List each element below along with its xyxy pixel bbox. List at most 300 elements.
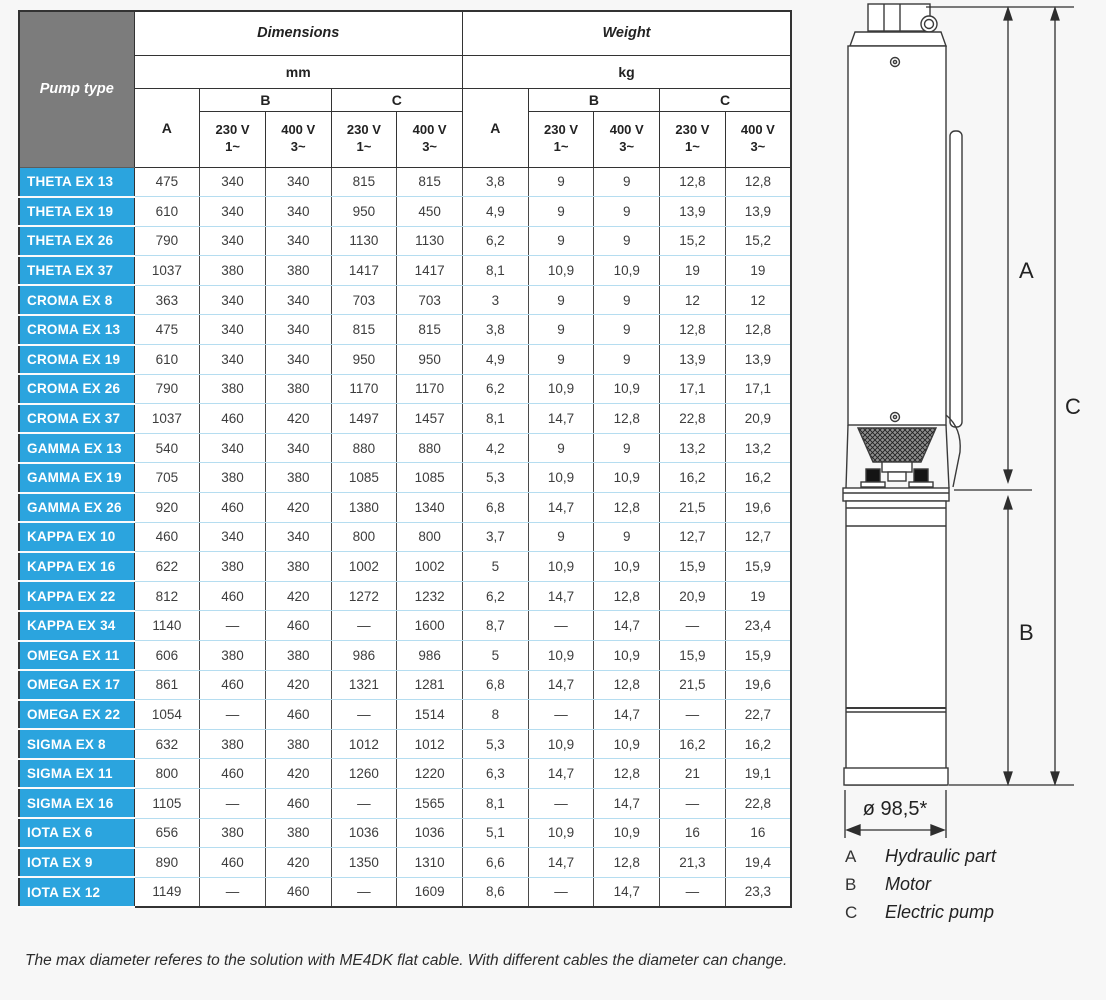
value-cell: 13,9 bbox=[725, 345, 791, 375]
weight-a-col-header: A bbox=[463, 88, 529, 167]
dim-label-c: C bbox=[1065, 394, 1081, 419]
weight-section-header: Weight bbox=[463, 11, 791, 55]
value-cell: — bbox=[200, 611, 266, 641]
value-cell: 340 bbox=[200, 315, 266, 345]
value-cell: 460 bbox=[265, 611, 331, 641]
table-row bbox=[19, 522, 791, 552]
value-cell: 380 bbox=[200, 463, 266, 493]
value-cell: 10,9 bbox=[528, 729, 594, 759]
value-cell: — bbox=[331, 700, 397, 730]
value-cell: 12 bbox=[725, 285, 791, 315]
value-cell: 340 bbox=[265, 167, 331, 197]
value-cell: 12,8 bbox=[660, 167, 726, 197]
value-cell: 19,6 bbox=[725, 493, 791, 523]
pump-type-cell: SIGMA EX 8 bbox=[19, 729, 134, 759]
table-header bbox=[19, 11, 791, 167]
value-cell: 1417 bbox=[331, 256, 397, 286]
pump-type-cell: GAMMA EX 26 bbox=[19, 493, 134, 523]
value-cell: 12,7 bbox=[660, 522, 726, 552]
table-row bbox=[19, 700, 791, 730]
value-cell: 10,9 bbox=[594, 256, 660, 286]
dim-b-col-header: B bbox=[200, 88, 331, 111]
value-cell: 460 bbox=[200, 404, 266, 434]
value-cell: 9 bbox=[528, 522, 594, 552]
value-cell: 14,7 bbox=[528, 581, 594, 611]
value-cell: — bbox=[200, 877, 266, 907]
dim-c-col-header: C bbox=[331, 88, 462, 111]
value-cell: 380 bbox=[200, 552, 266, 582]
value-cell: 17,1 bbox=[725, 374, 791, 404]
value-cell: 1609 bbox=[397, 877, 463, 907]
value-cell: 656 bbox=[134, 818, 200, 848]
pump-drawing bbox=[820, 0, 1106, 945]
value-cell: 340 bbox=[200, 433, 266, 463]
hydraulic-body bbox=[848, 46, 946, 425]
value-cell: — bbox=[528, 788, 594, 818]
value-cell: 380 bbox=[200, 818, 266, 848]
value-cell: — bbox=[331, 877, 397, 907]
weight-c-230v-header: 230 V 1~ bbox=[660, 111, 726, 167]
value-cell: 4,9 bbox=[463, 345, 529, 375]
value-cell: 815 bbox=[397, 315, 463, 345]
value-cell: 340 bbox=[265, 522, 331, 552]
value-cell: 340 bbox=[200, 226, 266, 256]
table-row bbox=[19, 493, 791, 523]
value-cell: 460 bbox=[265, 700, 331, 730]
weight-c-col-header: C bbox=[660, 88, 791, 111]
value-cell: 460 bbox=[134, 522, 200, 552]
value-cell: 460 bbox=[200, 759, 266, 789]
value-cell: 12,8 bbox=[594, 581, 660, 611]
value-cell: 475 bbox=[134, 315, 200, 345]
value-cell: — bbox=[660, 700, 726, 730]
value-cell: 1036 bbox=[331, 818, 397, 848]
value-cell: 790 bbox=[134, 226, 200, 256]
table-row bbox=[19, 729, 791, 759]
pump-type-cell: KAPPA EX 10 bbox=[19, 522, 134, 552]
value-cell: 1457 bbox=[397, 404, 463, 434]
value-cell: 16,2 bbox=[660, 729, 726, 759]
value-cell: 6,2 bbox=[463, 581, 529, 611]
value-cell: 3,8 bbox=[463, 167, 529, 197]
legend-desc-c: Electric pump bbox=[885, 902, 995, 922]
table-row bbox=[19, 167, 791, 197]
value-cell: 13,2 bbox=[660, 433, 726, 463]
value-cell: 1054 bbox=[134, 700, 200, 730]
table-row bbox=[19, 463, 791, 493]
value-cell: 16 bbox=[660, 818, 726, 848]
value-cell: 19 bbox=[725, 581, 791, 611]
legend-item-hydraulic bbox=[845, 846, 996, 867]
pump-type-cell: CROMA EX 13 bbox=[19, 315, 134, 345]
pump-type-cell: OMEGA EX 22 bbox=[19, 700, 134, 730]
value-cell: 380 bbox=[265, 463, 331, 493]
value-cell: 606 bbox=[134, 641, 200, 671]
value-cell: 22,7 bbox=[725, 700, 791, 730]
value-cell: 1002 bbox=[331, 552, 397, 582]
value-cell: 21 bbox=[660, 759, 726, 789]
pump-type-cell: CROMA EX 19 bbox=[19, 345, 134, 375]
pump-type-cell: THETA EX 37 bbox=[19, 256, 134, 286]
value-cell: 340 bbox=[200, 167, 266, 197]
value-cell: 1260 bbox=[331, 759, 397, 789]
value-cell: 1321 bbox=[331, 670, 397, 700]
value-cell: 9 bbox=[528, 167, 594, 197]
value-cell: 420 bbox=[265, 493, 331, 523]
pump-type-cell: GAMMA EX 19 bbox=[19, 463, 134, 493]
value-cell: — bbox=[331, 788, 397, 818]
table-row bbox=[19, 345, 791, 375]
value-cell: 5,3 bbox=[463, 729, 529, 759]
value-cell: 22,8 bbox=[660, 404, 726, 434]
table-row bbox=[19, 611, 791, 641]
pump-type-cell: IOTA EX 6 bbox=[19, 818, 134, 848]
value-cell: — bbox=[660, 788, 726, 818]
value-cell: 1565 bbox=[397, 788, 463, 818]
value-cell: 10,9 bbox=[594, 463, 660, 493]
value-cell: 1085 bbox=[331, 463, 397, 493]
value-cell: 450 bbox=[397, 197, 463, 227]
value-cell: 790 bbox=[134, 374, 200, 404]
value-cell: 460 bbox=[200, 670, 266, 700]
value-cell: 16,2 bbox=[725, 729, 791, 759]
value-cell: 9 bbox=[594, 315, 660, 345]
value-cell: 340 bbox=[265, 315, 331, 345]
value-cell: 1497 bbox=[331, 404, 397, 434]
value-cell: 1232 bbox=[397, 581, 463, 611]
value-cell: — bbox=[660, 611, 726, 641]
value-cell: 622 bbox=[134, 552, 200, 582]
value-cell: 815 bbox=[331, 315, 397, 345]
value-cell: 861 bbox=[134, 670, 200, 700]
value-cell: 340 bbox=[200, 197, 266, 227]
value-cell: 5,1 bbox=[463, 818, 529, 848]
unit-mm-header: mm bbox=[134, 55, 463, 88]
motor-bottom-cap bbox=[844, 768, 948, 785]
value-cell: 1170 bbox=[397, 374, 463, 404]
value-cell: 10,9 bbox=[594, 552, 660, 582]
table-row bbox=[19, 788, 791, 818]
value-cell: 12,8 bbox=[594, 848, 660, 878]
value-cell: 460 bbox=[200, 493, 266, 523]
value-cell: 800 bbox=[397, 522, 463, 552]
cable-guard bbox=[950, 131, 962, 427]
value-cell: 340 bbox=[200, 285, 266, 315]
value-cell: 6,2 bbox=[463, 374, 529, 404]
value-cell: 9 bbox=[528, 345, 594, 375]
value-cell: 14,7 bbox=[528, 670, 594, 700]
value-cell: 14,7 bbox=[528, 493, 594, 523]
value-cell: 12,8 bbox=[594, 670, 660, 700]
value-cell: 19,1 bbox=[725, 759, 791, 789]
value-cell: 420 bbox=[265, 670, 331, 700]
pump-type-cell: THETA EX 13 bbox=[19, 167, 134, 197]
footnote-text: The max diameter referes to the solution with ME4DK flat cable. With different cables the diameter can change. bbox=[25, 952, 788, 969]
value-cell: 800 bbox=[134, 759, 200, 789]
value-cell: 380 bbox=[200, 729, 266, 759]
dim-c-230v-header: 230 V 1~ bbox=[331, 111, 397, 167]
value-cell: 380 bbox=[200, 374, 266, 404]
value-cell: 12,7 bbox=[725, 522, 791, 552]
value-cell: 475 bbox=[134, 167, 200, 197]
value-cell: 986 bbox=[331, 641, 397, 671]
value-cell: 10,9 bbox=[594, 374, 660, 404]
value-cell: 1170 bbox=[331, 374, 397, 404]
value-cell: 380 bbox=[265, 552, 331, 582]
value-cell: 10,9 bbox=[528, 374, 594, 404]
value-cell: 1002 bbox=[397, 552, 463, 582]
coupling-flange bbox=[843, 488, 949, 501]
value-cell: 1417 bbox=[397, 256, 463, 286]
value-cell: 705 bbox=[134, 463, 200, 493]
value-cell: 1281 bbox=[397, 670, 463, 700]
value-cell: 380 bbox=[265, 818, 331, 848]
value-cell: 5,3 bbox=[463, 463, 529, 493]
value-cell: 6,8 bbox=[463, 670, 529, 700]
value-cell: 14,7 bbox=[528, 404, 594, 434]
value-cell: 340 bbox=[265, 433, 331, 463]
table-row bbox=[19, 285, 791, 315]
value-cell: 13,9 bbox=[725, 197, 791, 227]
value-cell: 1037 bbox=[134, 404, 200, 434]
value-cell: 950 bbox=[397, 345, 463, 375]
value-cell: 986 bbox=[397, 641, 463, 671]
value-cell: 3,8 bbox=[463, 315, 529, 345]
table-row bbox=[19, 256, 791, 286]
weight-b-400v-header: 400 V 3~ bbox=[594, 111, 660, 167]
value-cell: 12,8 bbox=[660, 315, 726, 345]
value-cell: 15,2 bbox=[725, 226, 791, 256]
value-cell: 460 bbox=[265, 877, 331, 907]
value-cell: 9 bbox=[594, 226, 660, 256]
value-cell: 10,9 bbox=[594, 818, 660, 848]
value-cell: 950 bbox=[331, 197, 397, 227]
value-cell: 9 bbox=[528, 197, 594, 227]
value-cell: — bbox=[528, 877, 594, 907]
table-row bbox=[19, 197, 791, 227]
value-cell: 812 bbox=[134, 581, 200, 611]
value-cell: 19 bbox=[660, 256, 726, 286]
value-cell: 5 bbox=[463, 641, 529, 671]
value-cell: 880 bbox=[331, 433, 397, 463]
value-cell: 9 bbox=[594, 167, 660, 197]
dim-label-a: A bbox=[1019, 258, 1034, 283]
value-cell: 815 bbox=[331, 167, 397, 197]
pump-type-cell: KAPPA EX 16 bbox=[19, 552, 134, 582]
value-cell: 20,9 bbox=[725, 404, 791, 434]
value-cell: 8,1 bbox=[463, 788, 529, 818]
value-cell: 1130 bbox=[331, 226, 397, 256]
value-cell: 420 bbox=[265, 848, 331, 878]
value-cell: 420 bbox=[265, 581, 331, 611]
value-cell: 380 bbox=[265, 729, 331, 759]
value-cell: 15,9 bbox=[725, 641, 791, 671]
value-cell: 1149 bbox=[134, 877, 200, 907]
value-cell: 22,8 bbox=[725, 788, 791, 818]
value-cell: 380 bbox=[265, 374, 331, 404]
pump-type-header: Pump type bbox=[19, 11, 134, 167]
pump-table-body bbox=[19, 167, 791, 907]
pump-type-cell: KAPPA EX 34 bbox=[19, 611, 134, 641]
value-cell: 1036 bbox=[397, 818, 463, 848]
value-cell: 815 bbox=[397, 167, 463, 197]
table-row bbox=[19, 581, 791, 611]
value-cell: 15,2 bbox=[660, 226, 726, 256]
pump-type-cell: GAMMA EX 13 bbox=[19, 433, 134, 463]
pump-type-cell: THETA EX 19 bbox=[19, 197, 134, 227]
value-cell: 9 bbox=[528, 226, 594, 256]
value-cell: 800 bbox=[331, 522, 397, 552]
value-cell: 9 bbox=[528, 433, 594, 463]
table-row bbox=[19, 818, 791, 848]
value-cell: 14,7 bbox=[594, 611, 660, 641]
value-cell: 632 bbox=[134, 729, 200, 759]
value-cell: 16,2 bbox=[725, 463, 791, 493]
value-cell: 8,1 bbox=[463, 404, 529, 434]
value-cell: 9 bbox=[594, 197, 660, 227]
value-cell: 610 bbox=[134, 345, 200, 375]
value-cell: 15,9 bbox=[660, 641, 726, 671]
value-cell: 8 bbox=[463, 700, 529, 730]
value-cell: 6,8 bbox=[463, 493, 529, 523]
value-cell: 10,9 bbox=[528, 818, 594, 848]
value-cell: 10,9 bbox=[528, 256, 594, 286]
table-row bbox=[19, 877, 791, 907]
value-cell: 21,5 bbox=[660, 670, 726, 700]
legend-item-electric-pump bbox=[845, 902, 996, 923]
dim-a-col-header: A bbox=[134, 88, 200, 167]
value-cell: 19,4 bbox=[725, 848, 791, 878]
value-cell: 363 bbox=[134, 285, 200, 315]
value-cell: — bbox=[528, 700, 594, 730]
table-row bbox=[19, 552, 791, 582]
value-cell: 380 bbox=[265, 256, 331, 286]
value-cell: 9 bbox=[594, 285, 660, 315]
value-cell: 8,1 bbox=[463, 256, 529, 286]
value-cell: 9 bbox=[594, 433, 660, 463]
table-row bbox=[19, 670, 791, 700]
table-row bbox=[19, 759, 791, 789]
dim-b-400v-header: 400 V 3~ bbox=[265, 111, 331, 167]
value-cell: 8,7 bbox=[463, 611, 529, 641]
value-cell: 340 bbox=[265, 285, 331, 315]
table-row bbox=[19, 641, 791, 671]
dimensions-section-header: Dimensions bbox=[134, 11, 463, 55]
table-row bbox=[19, 404, 791, 434]
legend-desc-a: Hydraulic part bbox=[885, 846, 997, 866]
value-cell: 13,9 bbox=[660, 197, 726, 227]
pump-spec-table bbox=[18, 10, 792, 908]
pump-type-cell: KAPPA EX 22 bbox=[19, 581, 134, 611]
value-cell: 8,6 bbox=[463, 877, 529, 907]
value-cell: 23,4 bbox=[725, 611, 791, 641]
value-cell: 460 bbox=[200, 848, 266, 878]
legend-key-b: B bbox=[845, 875, 857, 894]
value-cell: 1085 bbox=[397, 463, 463, 493]
pump-body-group bbox=[843, 4, 962, 785]
value-cell: 4,2 bbox=[463, 433, 529, 463]
value-cell: 16,2 bbox=[660, 463, 726, 493]
value-cell: 703 bbox=[331, 285, 397, 315]
table-row bbox=[19, 374, 791, 404]
value-cell: 3 bbox=[463, 285, 529, 315]
value-cell: 1380 bbox=[331, 493, 397, 523]
value-cell: 950 bbox=[331, 345, 397, 375]
value-cell: 14,7 bbox=[594, 877, 660, 907]
value-cell: 10,9 bbox=[528, 552, 594, 582]
value-cell: 1105 bbox=[134, 788, 200, 818]
value-cell: 15,9 bbox=[660, 552, 726, 582]
top-flange bbox=[850, 32, 946, 46]
value-cell: 920 bbox=[134, 493, 200, 523]
value-cell: 5 bbox=[463, 552, 529, 582]
pump-type-cell: OMEGA EX 17 bbox=[19, 670, 134, 700]
value-cell: 460 bbox=[200, 581, 266, 611]
value-cell: 14,7 bbox=[528, 759, 594, 789]
value-cell: 12,8 bbox=[594, 404, 660, 434]
value-cell: 9 bbox=[594, 345, 660, 375]
value-cell: — bbox=[331, 611, 397, 641]
value-cell: 380 bbox=[265, 641, 331, 671]
pump-type-cell: SIGMA EX 16 bbox=[19, 788, 134, 818]
value-cell: 420 bbox=[265, 759, 331, 789]
value-cell: 1514 bbox=[397, 700, 463, 730]
value-cell: 380 bbox=[200, 641, 266, 671]
diameter-label: ø 98,5* bbox=[862, 798, 928, 820]
value-cell: 19,6 bbox=[725, 670, 791, 700]
pump-type-cell: IOTA EX 9 bbox=[19, 848, 134, 878]
legend-key-a: A bbox=[845, 847, 857, 866]
value-cell: 14,7 bbox=[594, 788, 660, 818]
legend-desc-b: Motor bbox=[885, 874, 932, 894]
pump-type-cell: SIGMA EX 11 bbox=[19, 759, 134, 789]
value-cell: 540 bbox=[134, 433, 200, 463]
value-cell: 10,9 bbox=[594, 729, 660, 759]
value-cell: 9 bbox=[528, 285, 594, 315]
legend-key-c: C bbox=[845, 903, 858, 922]
value-cell: — bbox=[200, 788, 266, 818]
value-cell: 20,9 bbox=[660, 581, 726, 611]
value-cell: 23,3 bbox=[725, 877, 791, 907]
table-row bbox=[19, 848, 791, 878]
value-cell: 1220 bbox=[397, 759, 463, 789]
dim-b-230v-header: 230 V 1~ bbox=[200, 111, 266, 167]
pump-type-cell: CROMA EX 37 bbox=[19, 404, 134, 434]
value-cell: 12,8 bbox=[725, 315, 791, 345]
value-cell: 12,8 bbox=[725, 167, 791, 197]
value-cell: 12 bbox=[660, 285, 726, 315]
value-cell: 14,7 bbox=[594, 700, 660, 730]
pump-type-cell: THETA EX 26 bbox=[19, 226, 134, 256]
value-cell: 1037 bbox=[134, 256, 200, 286]
value-cell: 10,9 bbox=[594, 641, 660, 671]
value-cell: 3,7 bbox=[463, 522, 529, 552]
value-cell: 10,9 bbox=[528, 463, 594, 493]
dim-label-b: B bbox=[1019, 620, 1034, 645]
value-cell: 6,2 bbox=[463, 226, 529, 256]
weight-b-230v-header: 230 V 1~ bbox=[528, 111, 594, 167]
value-cell: 880 bbox=[397, 433, 463, 463]
pump-type-cell: IOTA EX 12 bbox=[19, 877, 134, 907]
value-cell: 340 bbox=[265, 345, 331, 375]
drawing-legend bbox=[845, 846, 996, 930]
discharge-port bbox=[868, 4, 930, 31]
value-cell: 340 bbox=[200, 522, 266, 552]
value-cell: 6,6 bbox=[463, 848, 529, 878]
value-cell: 1310 bbox=[397, 848, 463, 878]
pump-type-cell: CROMA EX 26 bbox=[19, 374, 134, 404]
value-cell: 1340 bbox=[397, 493, 463, 523]
